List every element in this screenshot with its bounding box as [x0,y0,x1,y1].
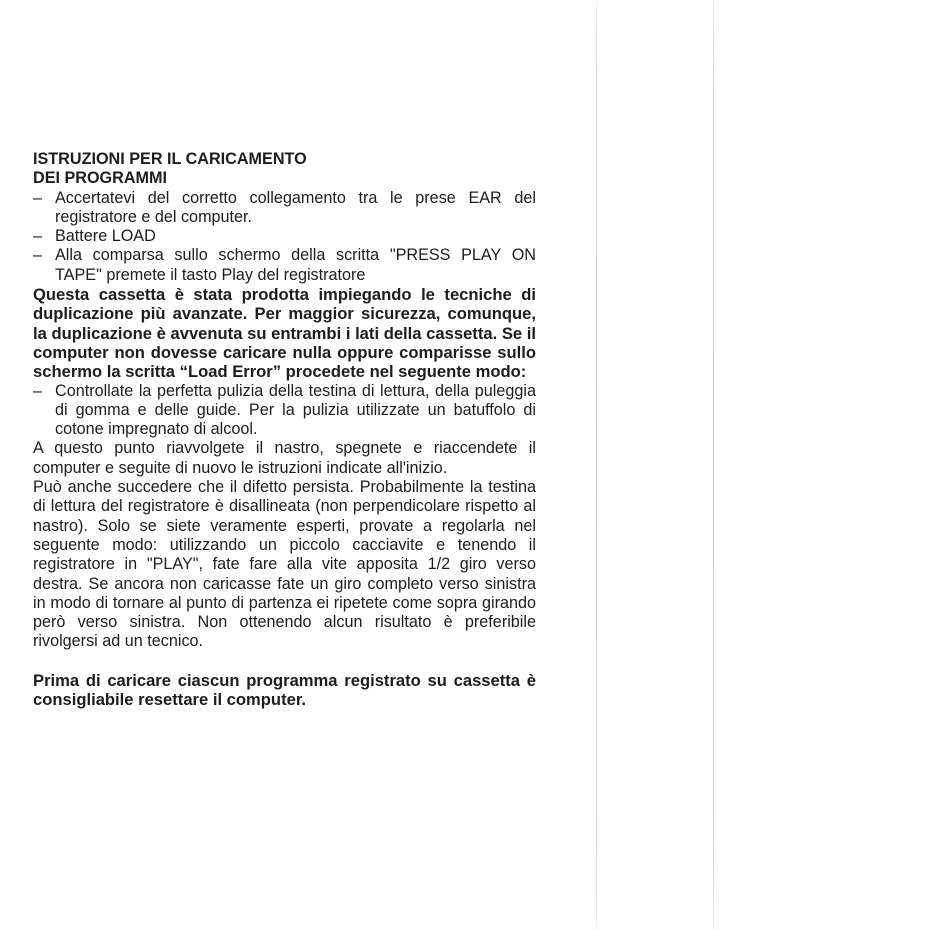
alignment-paragraph: Può anche succedere che il difetto persista. Probabilmente la testina di lettura del registratore è disallineata (non perpendicolare rispetto al nastro). Solo se siete veramente esperti, provate a regolarla nel seguente modo: utilizzando un piccolo cacciavite e tenendo il registratore in "PLAY", fate fare alla vite apposita 1/2 giro verso destra. Se ancora non caricasse fate un giro completo verso sinistra in modo di tornare al punto di partenza ei ripetete come sopra girando però verso sinistra. Non ottenendo alcun risultato è preferibile rivolgersi ad un tecnico. [33,478,536,651]
list-item: – Alla comparsa sullo schermo della scritta "PRESS PLAY ON TAPE" premete il tasto Play del registratore [33,246,536,285]
duplication-warning: Questa cassetta è stata prodotta impiegando le tecniche di duplicazione più avanzate. Per maggior sicurezza, comunque, la duplicazione è avvenuta su entrambi i lati della cassetta. Se il computer non dovesse caricare nulla oppure comparisse sullo schermo la scritta “Load Error” procedete nel seguente modo: [33,285,536,382]
list-item: – Controllate la perfetta pulizia della testina di lettura, della puleggia di gomma e delle guide. Per la pulizia utilizzate un batuffolo di cotone impregnato di alcool. [33,382,536,440]
heading-line-2: DEI PROGRAMMI [33,169,167,188]
cleaning-steps-list [33,382,536,440]
loading-instructions [33,150,536,709]
page-fold-line-right [713,0,714,930]
loading-steps-list [33,189,536,285]
rewind-paragraph: A questo punto riavvolgete il nastro, spegnete e riaccendete il computer e seguite di nuovo le istruzioni indicate all'inizio. [33,439,536,477]
list-item: – Battere LOAD [33,227,536,246]
spacer [33,652,536,671]
heading-line-1: ISTRUZIONI PER IL CARICAMENTO [33,150,307,168]
list-item: – Accertatevi del corretto collegamento tra le prese EAR del registratore e del computer. [33,189,536,228]
section-heading [33,150,536,189]
page-fold-line [596,0,597,930]
final-note: Prima di caricare ciascun programma registrato su cassetta è consigliabile resettare il computer. [33,670,536,710]
